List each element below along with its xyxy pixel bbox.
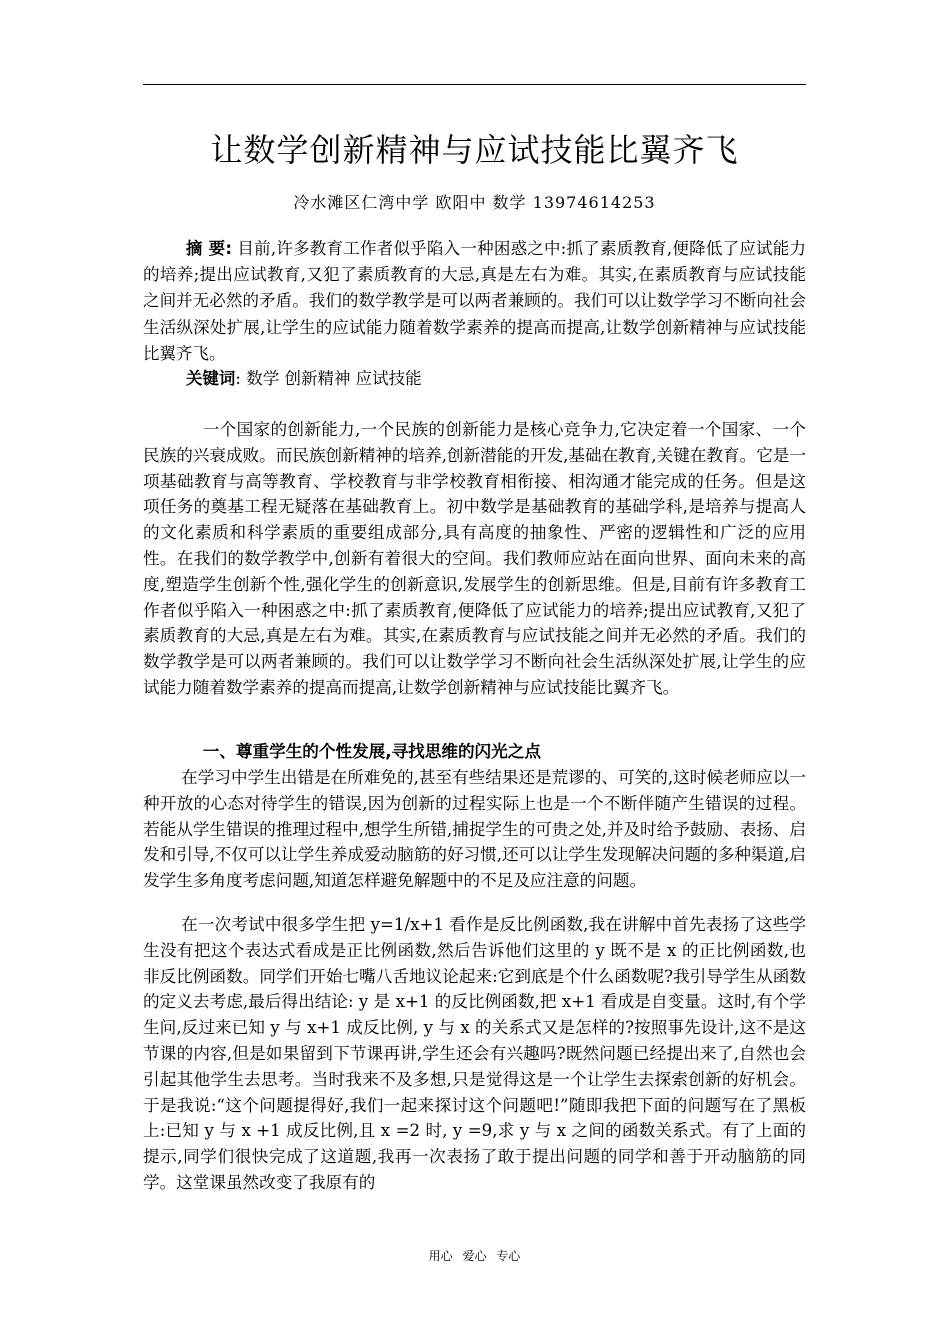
abstract-text: 目前,许多教育工作者似乎陷入一种困惑之中:抓了素质教育,便降低了应试能力的培养;提出应试教育,又犯了素质教育的大忌,真是左右为难。其实,在素质教育与应试技能之间并无必然的矛盾。我们的数学教学是可以两者兼顾的。我们可以让数学学习不断向社会生活纵深处扩展,让学生的应试能力随着数学素养的提高而提高,让数学创新精神与应试技能比翼齐飞。 <box>143 239 807 363</box>
author-line: 冷水滩区仁湾中学 欧阳中 数学 13974614253 <box>293 193 656 212</box>
paragraph-3: 在一次考试中很多学生把 y=1/x+1 看作是反比例函数,我在讲解中首先表扬了这些学生没有把这个表达式看成是正比例函数,然后告诉他们这里的 y 既不是 x 的正比例函数,也非反比例函数。同学们开始七嘴八舌地议论起来:它到底是个什么函数呢?我引导学生从函数的定义去考虑,最后得出结论: y 是 x+1 的反比例函数,把 x+1 看成是自变量。这时,有个学生问,反过来已知 y 与 x+1 成反比例, y 与 x 的关系式又是怎样的?按照事先设计,这不是这节课的内容,但是如果留到下节课再讲,学生还会有兴趣吗?既然问题已经提出来了,自然也会引起其他学生去思考。当时我来不及多想,只是觉得这是一个让学生去探索创新的好机会。于是我说:“这个问题提得好,我们一起来探讨这个问题吧!”随即我把下面的问题写在了黑板上:已知 y 与 x +1 成反比例,且 x =2 时, y =9,求 y 与 x 之间的函数关系式。有了上面的提示,同学们很快完成了这道题,我再一次表扬了敢于提出问题的同学和善于开动脑筋的同学。这堂课虽然改变了我原有的 <box>143 915 806 1192</box>
abstract-label: 摘 要: <box>185 239 232 258</box>
section-heading-1: 一、尊重学生的个性发展,寻找思维的闪光之点 <box>202 742 541 761</box>
header-rule <box>143 84 806 85</box>
paragraph-2: 在学习中学生出错是在所难免的,甚至有些结果还是荒谬的、可笑的,这时候老师应以一种开放的心态对待学生的错误,因为创新的过程实际上也是一个不断伴随产生错误的过程。若能从学生错误的推理过程中,想学生所错,捕捉学生的可贵之处,并及时给予鼓励、表扬、启发和引导,不仅可以让学生养成爱动脑筋的好习惯,还可以让学生发现解决问题的多种渠道,启发学生多角度考虑问题,知道怎样避免解题中的不足及应注意的问题。 <box>143 768 806 891</box>
document-title: 让数学创新精神与应试技能比翼齐飞 <box>210 131 739 169</box>
paragraph-1: 一个国家的创新能力,一个民族的创新能力是核心竞争力,它决定着一个国家、一个民族的兴衰成败。而民族创新精神的培养,创新潜能的开发,基础在教育,关键在教育。它是一项基础教育与高等教育、学校教育与非学校教育相衔接、相沟通才能完成的任务。但是这项任务的奠基工程无疑落在基础教育上。初中数学是基础教育的基础学科,是培养与提高人的文化素质和科学素质的重要组成部分,具有高度的抽象性、严密的逻辑性和广泛的应用性。在我们的数学教学中,创新有着很大的空间。我们教师应站在面向世界、面向未来的高度,塑造学生创新个性,强化学生的创新意识,发展学生的创新思维。但是,目前有许多教育工作者似乎陷入一种困惑之中:抓了素质教育,便降低了应试能力的培养;提出应试教育,又犯了素质教育的大忌,真是左右为难。其实,在素质教育与应试技能之间并无必然的矛盾。我们的数学教学是可以两者兼顾的。我们可以让数学学习不断向社会生活纵深处扩展,让学生的应试能力随着数学素养的提高而提高,让数学创新精神与应试技能比翼齐飞。 <box>143 420 806 697</box>
abstract <box>143 236 806 367</box>
keywords <box>143 366 806 392</box>
keywords-text: : 数学 创新精神 应试技能 <box>235 369 422 388</box>
page-footer: 用心 爱心 专心 <box>428 1249 521 1263</box>
keywords-label: 关键词 <box>185 369 236 388</box>
